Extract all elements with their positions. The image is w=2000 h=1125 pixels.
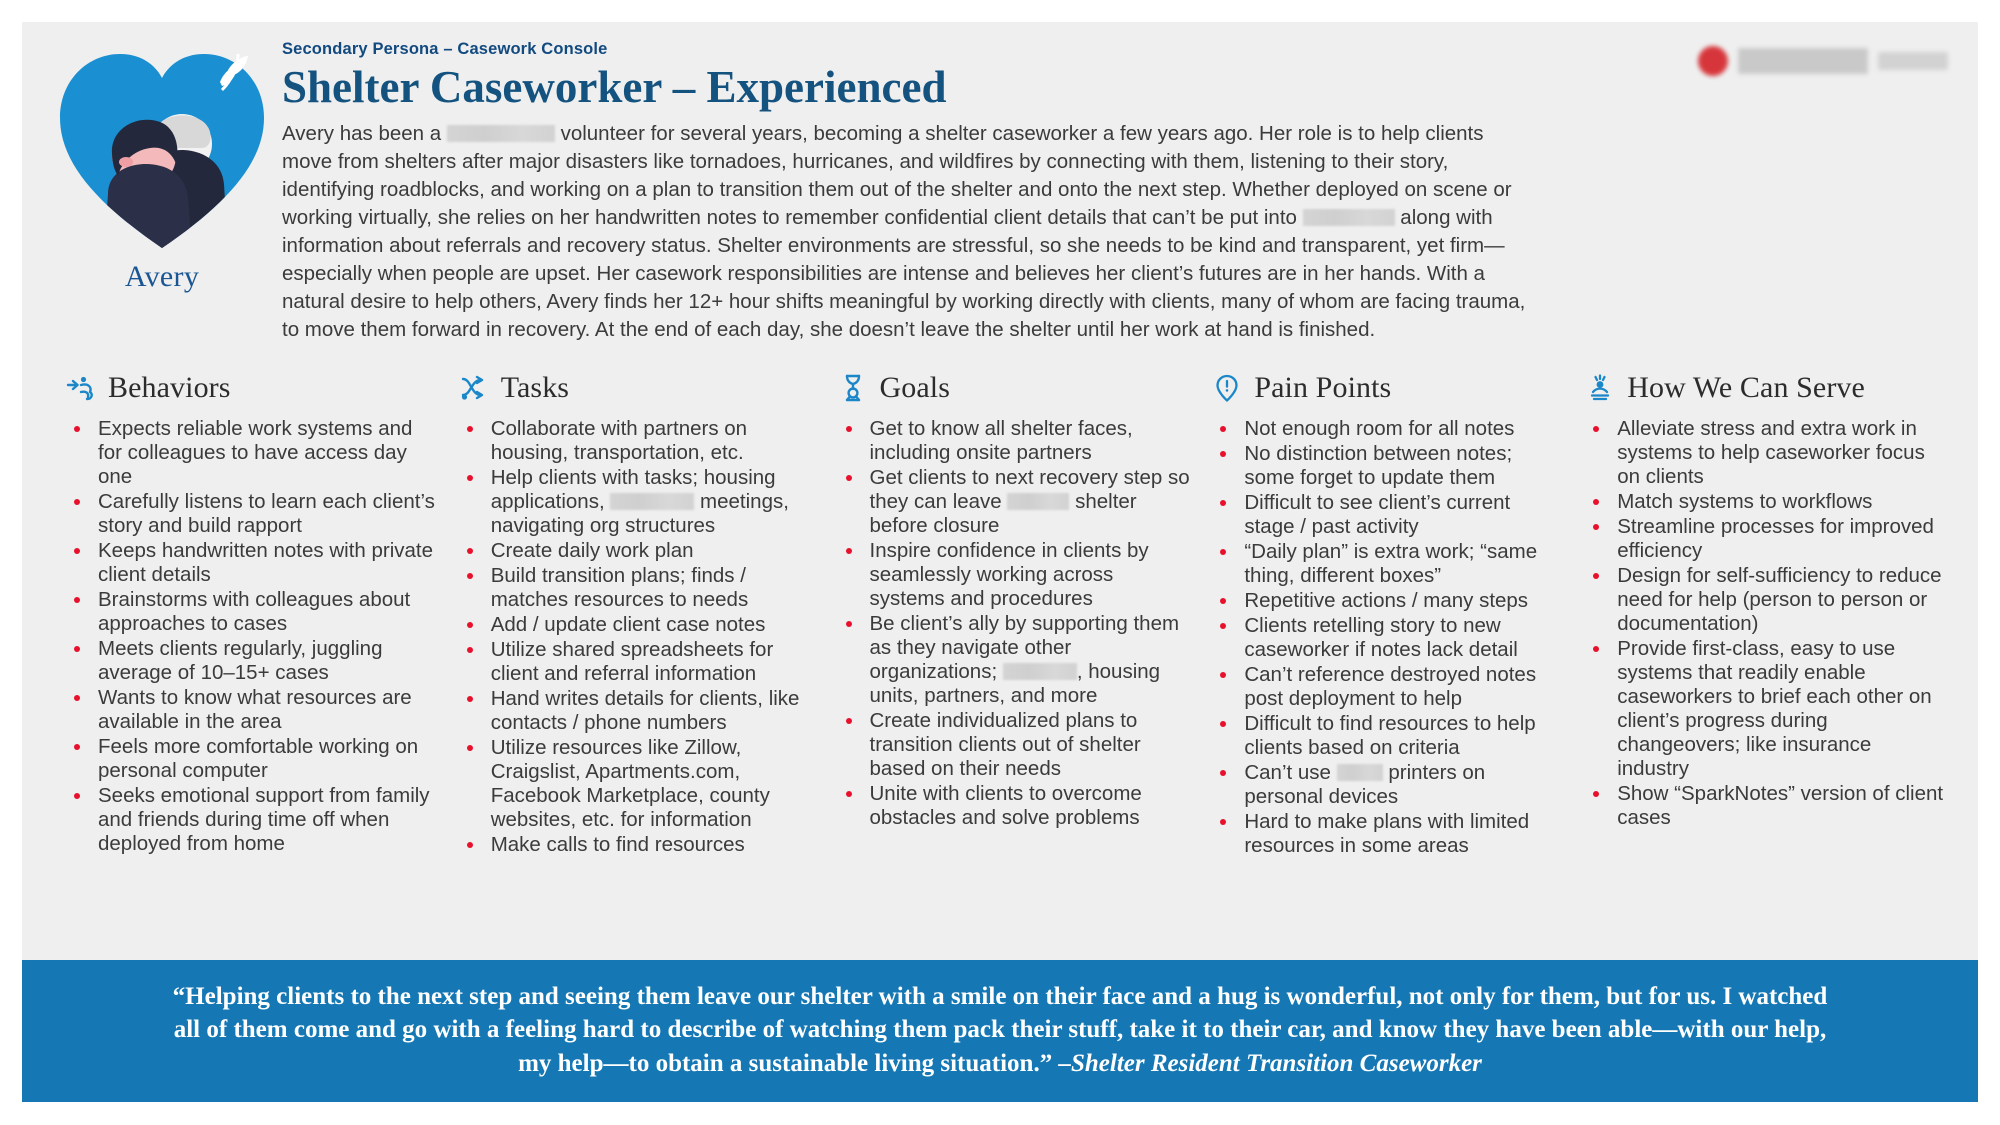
persona-name: Avery: [124, 260, 200, 293]
list-item: Provide first-class, easy to use systems that readily enable caseworkers to brief each other on client’s progress during changeovers; like insurance industry: [1585, 637, 1946, 781]
person-star-icon: [1585, 373, 1615, 403]
list-item: Keeps handwritten notes with private client details: [66, 539, 439, 587]
list-item-redacted: [459, 466, 818, 538]
list-item: Wants to know what resources are available in the area: [66, 686, 439, 734]
list-item: Expects reliable work systems and for colleagues to have access day one: [66, 417, 439, 489]
persona-avatar-block: [52, 36, 272, 294]
list-item: Streamline processes for improved efficiency: [1585, 515, 1946, 563]
goal-text-before: Be client’s ally by supporting them as they navigate other organizations;: [869, 611, 1180, 683]
goal-text-before: Get clients to next recovery step so they can leave: [869, 465, 1190, 513]
redacted-text-4: [1007, 493, 1069, 510]
task-text-after: meetings, navigating org structures: [490, 489, 789, 537]
bio-part-2: volunteer for several years, becoming a shelter caseworker a few years ago. Her role is to help clients move from shelters after major disasters like tornadoes, hurricanes, and wildfires by connecting with them, listening to their story, identifying roadblocks, and working on a plan to transition them out of the shelter and onto the next step. Whether deployed on scene or working virtually, she relies on her handwritten notes to remember confidential client details that can’t be put into: [282, 121, 1512, 229]
list-item: Get to know all shelter faces, including onsite partners: [838, 417, 1193, 465]
list-item: Unite with clients to overcome obstacles and solve problems: [838, 782, 1193, 830]
column-goals: [838, 367, 1213, 859]
list-item: Add / update client case notes: [459, 613, 818, 637]
column-header-pain-points: [1212, 367, 1565, 409]
redacted-text-5: [1003, 663, 1077, 680]
bullet-list-pain-points: [1212, 417, 1565, 858]
list-item: Hand writes details for clients, like contacts / phone numbers: [459, 687, 818, 735]
list-item: Utilize shared spreadsheets for client and referral information: [459, 638, 818, 686]
task-text-before: Help clients with tasks; housing applications,: [490, 465, 776, 513]
list-item: Build transition plans; finds / matches resources to needs: [459, 564, 818, 612]
list-item: Create individualized plans to transition clients out of shelter based on their needs: [838, 709, 1193, 781]
column-header-how-we-can-serve: [1585, 367, 1946, 409]
column-how-we-can-serve: [1585, 367, 1952, 859]
list-item: Make calls to find resources: [459, 833, 818, 857]
list-item: Meets clients regularly, juggling average of 10–15+ cases: [66, 637, 439, 685]
bio-part-1: Avery has been a: [282, 121, 447, 145]
persona-bio: [282, 120, 1528, 345]
redacted-text-6: [1337, 764, 1383, 781]
list-item-redacted: [838, 612, 1193, 708]
bullet-list-how-we-can-serve: [1585, 417, 1946, 830]
quote-banner: [22, 960, 1978, 1103]
bio-part-3: along with information about referrals and recovery status. Shelter environments are stressful, so she needs to be kind and transparent, yet firm—especially when people are upset. Her casework responsibilities are intense and believes her client’s futures are in her hands. With a natural desire to help others, Avery finds her 12+ hour shifts meaningful by working directly with clients, many of whom are facing trauma, to move them forward in recovery. At the end of each day, she doesn’t leave the shelter until her work at hand is finished.: [282, 205, 1526, 342]
redacted-text-2: [1303, 209, 1395, 226]
list-item: Show “SparkNotes” version of client cases: [1585, 782, 1946, 830]
list-item: Difficult to see client’s current stage / past activity: [1212, 491, 1565, 539]
person-arrow-icon: [66, 373, 96, 403]
list-item: Clients retelling story to new caseworker if notes lack detail: [1212, 614, 1565, 662]
column-title-behaviors: Behaviors: [108, 371, 231, 404]
list-item: Difficult to find resources to help clients based on criteria: [1212, 712, 1565, 760]
persona-sheet: [22, 22, 1978, 1102]
column-header-behaviors: [66, 367, 439, 409]
column-title-goals: Goals: [879, 371, 950, 404]
list-item: “Daily plan” is extra work; “same thing, different boxes”: [1212, 540, 1565, 588]
column-title-pain-points: Pain Points: [1254, 371, 1392, 404]
list-item: Collaborate with partners on housing, transportation, etc.: [459, 417, 818, 465]
list-item: Can’t reference destroyed notes post deployment to help: [1212, 663, 1565, 711]
persona-header: [22, 22, 1978, 367]
redacted-text-3: [610, 493, 694, 510]
list-item: Not enough room for all notes: [1212, 417, 1565, 441]
goal-text-after: shelter before closure: [869, 489, 1137, 537]
list-item: Design for self-sufficiency to reduce need for help (person to person or documentation): [1585, 564, 1946, 636]
list-item: Brainstorms with colleagues about approaches to cases: [66, 588, 439, 636]
persona-columns: [22, 367, 1978, 859]
bullet-list-goals: [838, 417, 1193, 830]
heart-hug-illustration-icon: [52, 36, 272, 258]
list-item: Inspire confidence in clients by seamlessly working across systems and procedures: [838, 539, 1193, 611]
pain-text-before: Can’t use: [1244, 760, 1337, 784]
redacted-text-1: [447, 125, 555, 142]
list-item: Match systems to workflows: [1585, 490, 1946, 514]
persona-header-text: [282, 40, 1948, 344]
column-behaviors: [66, 367, 459, 859]
list-item: Repetitive actions / many steps: [1212, 589, 1565, 613]
list-item-redacted: [838, 466, 1193, 538]
column-header-goals: [838, 367, 1193, 409]
task-flow-icon: [459, 373, 489, 403]
column-pain-points: [1212, 367, 1585, 859]
list-item: Feels more comfortable working on personal computer: [66, 735, 439, 783]
persona-quote: [172, 980, 1828, 1081]
target-person-icon: [838, 373, 868, 403]
list-item-redacted: [1212, 761, 1565, 809]
pain-text-after: printers on personal devices: [1244, 760, 1486, 808]
bullet-list-behaviors: [66, 417, 439, 856]
bullet-list-tasks: [459, 417, 818, 857]
list-item: Alleviate stress and extra work in systems to help caseworker focus on clients: [1585, 417, 1946, 489]
list-item: Seeks emotional support from family and friends during time off when deployed from home: [66, 784, 439, 856]
goal-text-after: , housing units, partners, and more: [869, 659, 1161, 707]
column-header-tasks: [459, 367, 818, 409]
list-item: No distinction between notes; some forget to update them: [1212, 442, 1565, 490]
persona-eyebrow: Secondary Persona – Casework Console: [282, 40, 608, 58]
list-item: Hard to make plans with limited resources in some areas: [1212, 810, 1565, 858]
column-title-tasks: Tasks: [500, 371, 570, 404]
quote-body: “Helping clients to the next step and seeing them leave our shelter with a smile on their face and a hug is wonderful, not only for them, but for us. I watched all of them come and go with a feeling hard to describe of watching them pack their stuff, take it to their car, and know they have been able—with our help, my help—to obtain a sustainable living situation.”: [172, 982, 1828, 1077]
quote-attribution: –Shelter Resident Transition Caseworker: [1058, 1049, 1482, 1077]
page-title: Shelter Caseworker – Experienced: [282, 62, 947, 112]
list-item: Carefully listens to learn each client’s story and build rapport: [66, 490, 439, 538]
list-item: Utilize resources like Zillow, Craigslist, Apartments.com, Facebook Marketplace, county websites, etc. for information: [459, 736, 818, 832]
exclamation-pin-icon: [1212, 373, 1242, 403]
column-tasks: [459, 367, 838, 859]
column-title-how-we-can-serve: How We Can Serve: [1627, 371, 1865, 404]
list-item: Create daily work plan: [459, 539, 818, 563]
